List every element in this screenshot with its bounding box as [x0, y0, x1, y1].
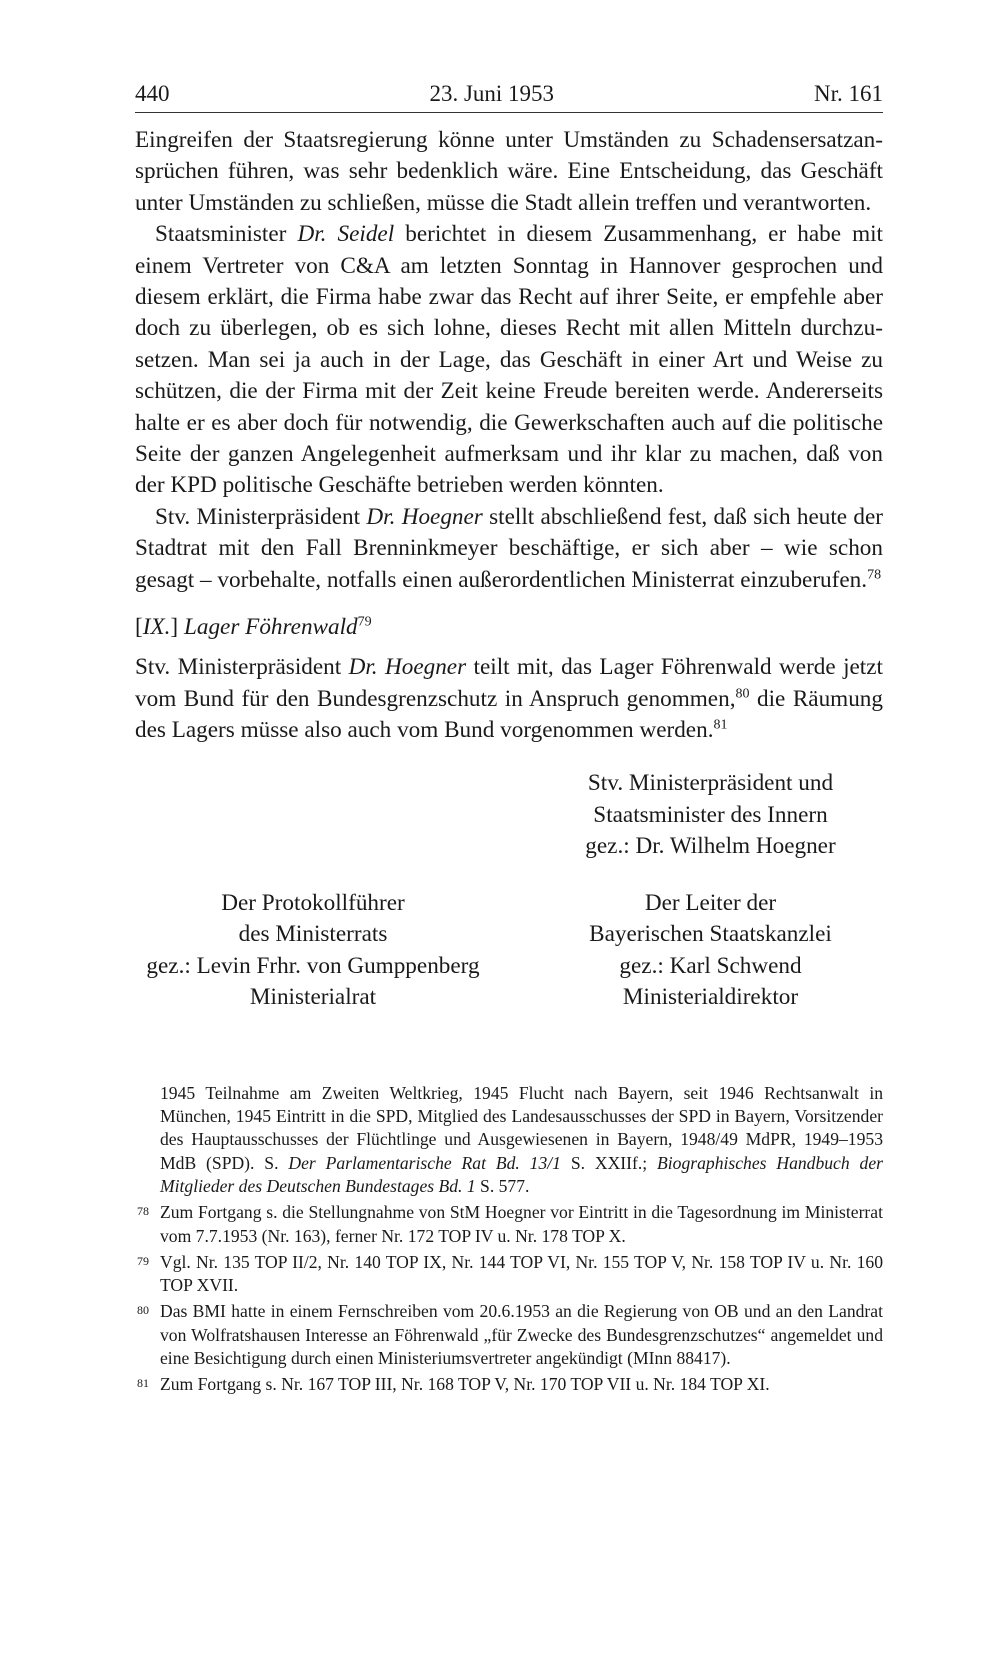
- page-number: 440: [135, 81, 170, 106]
- document-number: Nr. 161: [814, 81, 883, 106]
- section-title: Lager Föhrenwald: [183, 614, 358, 641]
- signature-row: [135, 888, 883, 1014]
- footnote-ref[interactable]: 79: [357, 614, 372, 630]
- signature-staatskanzlei: Der Leiter der Bayerischen Staatskanzlei gez.: Karl Schwend Ministerialdirektor: [589, 889, 832, 1011]
- signature-protokollfuehrer: Der Protokollführer des Ministerrats gez.: Levin Frhr. von Gumppenberg Ministerialrat: [146, 889, 480, 1011]
- footnote-79: [135, 1251, 883, 1298]
- paragraph-4: Stv. Ministerpräsident Dr. Hoegner teilt mit, das Lager Föhrenwald werde jetzt vom Bund für den Bundesgrenzschutz in Anspruch genommen,$^{80}$ die Räumung des Lagers müsse also auch vom Bund vorgenommen werden.$^{81}$: [135, 654, 883, 743]
- footnote-81: [135, 1373, 883, 1396]
- document-page: [135, 80, 883, 1397]
- footnote-continuation: 1945 Teilnahme am Zweiten Weltkrieg, 1945 Flucht nach Bayern, seit 1946 Rechtsanwalt in München, 1945 Eintritt in die SPD, Mitglied des Landesausschusses der SPD in Bayern, Vorsitzender des Hauptausschusses der Flüchtlinge und Ausgewiesenen in Bayern, 1948/49 MdPR, 1949–1953 MdB (SPD). S. Der Parlamentarische Rat Bd. 13/1 S. XXIIf.; Biographisches Handbuch der Mitglieder des Deutschen Bundestages Bd. 1 S. 577.: [160, 1082, 883, 1196]
- footnote-text: Vgl. Nr. 135 TOP II/2, Nr. 140 TOP IX, Nr. 144 TOP VI, Nr. 155 TOP V, Nr. 158 TOP IV u. Nr. 160 TOP XVII.: [160, 1251, 883, 1296]
- footnote-number: 80: [137, 1303, 149, 1318]
- paragraph-2: Staatsminister Dr. Seidel berichtet in diesem Zusammenhang, er habe mit einem Vertreter von C&A am letzten Sonntag in Hannover gesprochen und diesem erklärt, die Firma habe zwar das Recht auf ihrer Seite, er empfehle aber doch zu überlegen, ob es sich lohne, dieses Recht mit allen Mitteln durchzusetzen. Man sei ja auch in der Lage, das Geschäft in einer Art und Weise zu schützen, die der Firma mit der Zeit keine Freude bereiten werde. Andererseits halte er es aber doch für notwendig, die Gewerkschaften auch auf die politische Seite der ganzen Angelegenheit aufmerksam und ihr klar zu machen, daß von der KPD politische Geschäfte betrieben werden könnten.: [135, 221, 884, 499]
- paragraph-3: Stv. Ministerpräsident Dr. Hoegner stellt abschließend fest, daß sich heute der Stadtrat mit den Fall Brenninkmeyer beschäftige, er sich aber – wie schon gesagt – vorbehalte, notfalls einen außerordentlichen Ministerrat einzuberufen.$^{78}$: [135, 503, 883, 593]
- footnote-text: Das BMI hatte in einem Fernschreiben vom 20.6.1953 an die Regierung von OB und an den Landrat von Wolfratshausen Interesse an Föhrenwald „für Zwecke des Bundesgrenzschutzes“ angemeldet und eine Besichtigung durch einen Ministeriumsvertreter angekündigt (MInn 88417).: [160, 1301, 883, 1369]
- footnote-number: 78: [137, 1204, 149, 1219]
- footnote-ref[interactable]: 80: [735, 685, 750, 701]
- main-text: [135, 125, 883, 746]
- paragraph-1: Eingreifen der Staatsregierung könne unter Umständen zu Schadensersatzansprüchen führen, was sehr bedenklich wäre. Eine Entscheidung, das Geschäft unter Umständen zu schließen, müsse die Stadt allein treffen und verantworten.: [135, 127, 883, 216]
- footnote-ref[interactable]: 81: [713, 717, 728, 733]
- header-rule: [135, 112, 883, 113]
- footnote-text: Zum Fortgang s. die Stellungnahme von StM Hoegner vor Eintritt in die Tagesordnung im Ministerrat vom 7.7.1953 (Nr. 163), ferner Nr. 172 TOP IV u. Nr. 178 TOP X.: [160, 1202, 883, 1246]
- signature-minister: Stv. Ministerpräsident und Staatsminister des Innern gez.: Dr. Wilhelm Hoegner: [585, 770, 836, 860]
- footnote-text: Zum Fortgang s. Nr. 167 TOP III, Nr. 168 TOP V, Nr. 170 TOP VII u. Nr. 184 TOP XI.: [160, 1374, 770, 1395]
- person-name: Dr. Seidel: [297, 221, 395, 248]
- person-name: Dr. Hoegner: [366, 503, 483, 530]
- footnotes: [135, 1082, 883, 1397]
- person-name: Dr. Hoegner: [348, 654, 467, 681]
- footnote-ref[interactable]: 78: [867, 566, 882, 582]
- footnote-number: 81: [137, 1376, 149, 1391]
- section-heading: [IX.] Lager Föhrenwald$^{79}$: [135, 614, 372, 641]
- footnote-80: [135, 1300, 883, 1370]
- running-header: [135, 80, 883, 112]
- footnote-number: 79: [137, 1253, 149, 1268]
- footnote-78: [135, 1201, 883, 1248]
- header-date: 23. Juni 1953: [429, 81, 555, 106]
